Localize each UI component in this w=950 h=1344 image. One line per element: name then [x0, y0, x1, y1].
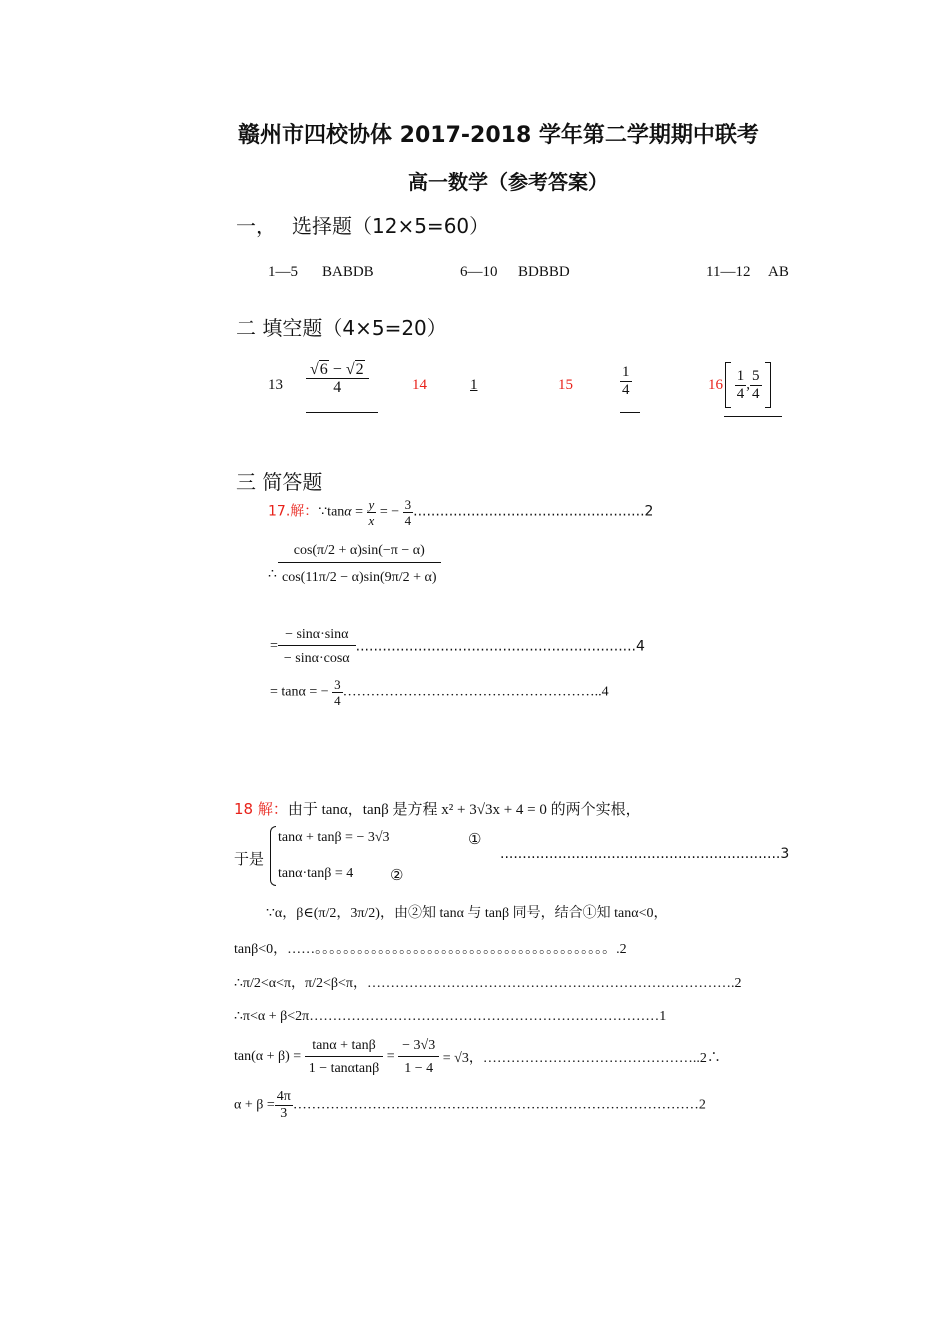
q18-line8: α + β = $\frac{4\pi}{3}$ ……………………………………………………………………………2	[234, 1089, 706, 1121]
q17-big-fraction: $\frac{\cos(\pi/2 + \alpha)\sin(-\pi - \alpha)}{\cos(11\pi/2 - \alpha)\sin(9\pi/2 + \alpha)}$	[278, 540, 441, 590]
choice-range-2: 6—10	[460, 264, 498, 280]
q18-system-brace	[270, 826, 276, 886]
q14-number: 14	[412, 377, 427, 393]
q13-number: 13	[268, 377, 283, 393]
q18-mark2: ②	[390, 868, 404, 884]
section1-heading-num: 一，	[236, 214, 276, 238]
q18-line4: tanβ<0，……。。。。。。。。。。。。。。。。。。。。。。。。。。。。。。。。。。。。。。。。。。.2	[234, 942, 627, 957]
q13-answer	[306, 362, 369, 396]
q18-eq2: tanα·tanβ = 4	[278, 866, 354, 881]
q17-line4: = tanα = − $\frac{3}{4}$ ………………………………………………..4	[270, 677, 609, 708]
q16-number: 16	[708, 377, 723, 393]
q17-therefore: ∴	[268, 567, 277, 582]
q17-yx-fraction: $\frac{y}{x}$	[368, 497, 375, 528]
q16-right-bracket	[765, 362, 771, 408]
q17-value-fraction: $\frac{3}{4}$	[404, 497, 412, 528]
q18-line7: tan(α + β) = $\frac{\tan\alpha + \tan\beta}{1 - \tan\alpha\tan\beta}$ = $\frac{- 3√3}{1 - 4}$ = √3，………………………………………..2∴	[234, 1038, 721, 1076]
q16-fraction-a: $\frac{1}{4}$	[736, 367, 745, 402]
q18-line2-dots: ...............................................................3	[500, 846, 790, 862]
q16-left-bracket	[725, 362, 731, 408]
section3-heading: 三 简答题	[236, 470, 323, 494]
q17-line3: = $\frac{- \sin\alpha\cdot\sin\alpha}{- \sin\alpha\cdot\cos\alpha}$ ...............................................................4	[270, 624, 645, 669]
q15-underline	[620, 412, 640, 413]
q15-fraction: $\frac{1}{4}$	[622, 364, 630, 398]
q16-answer: $\frac{1}{4}$ , $\frac{5}{4}$	[725, 362, 771, 408]
q13-fraction: $\frac{√6 - √2}{4}$	[306, 362, 369, 396]
q18-line5: ∴π/2<α<π，π/2<β<π，…………………………………………………………………….2	[234, 976, 742, 991]
q16-fraction-b: $\frac{5}{4}$	[752, 367, 760, 402]
choice-answers-3: AB	[768, 264, 789, 280]
q16-underline	[724, 416, 782, 417]
q18-label: 18 解：	[234, 800, 288, 818]
q15-number: 15	[558, 377, 573, 393]
q18-eq1: tanα + tanβ = − 3√3	[278, 830, 390, 845]
q18-line3: ∵α，β∈(π/2，3π/2)，由②知 tanα 与 tanβ 同号，结合①知 tanα<0，	[266, 906, 668, 921]
q17-line1: 17.解：∵tanα = $\frac{y}{x}$ = − $\frac{3}{4}$ ....................................................2	[268, 497, 654, 528]
choice-answers-2: BDBBD	[518, 264, 570, 280]
q14-answer: 1	[470, 377, 478, 393]
choice-range-3: 11—12	[706, 264, 751, 280]
q18-then: 于是	[234, 850, 265, 868]
q13-underline	[306, 412, 378, 413]
page-subtitle: 高一数学（参考答案）	[408, 170, 608, 194]
q17-label: 17.解：	[268, 503, 319, 520]
q18-mark1: ①	[468, 832, 482, 848]
choice-answers-1: BABDB	[322, 264, 374, 280]
q18-line1: 18 解：由于 tanα，tanβ 是方程 x² + 3√3x + 4 = 0 的两个实根，	[234, 800, 641, 818]
q18-line6: ∴π<α + β<2π…………………………………………………………………1	[234, 1009, 667, 1024]
section2-heading: 二 填空题（4×5=20）	[236, 316, 447, 340]
page-title: 赣州市四校协体 2017-2018 学年第二学期期中联考	[238, 123, 759, 148]
section1-heading: 选择题（12×5=60）	[292, 214, 490, 238]
q15-answer	[620, 365, 632, 398]
choice-range-1: 1—5	[268, 264, 298, 280]
